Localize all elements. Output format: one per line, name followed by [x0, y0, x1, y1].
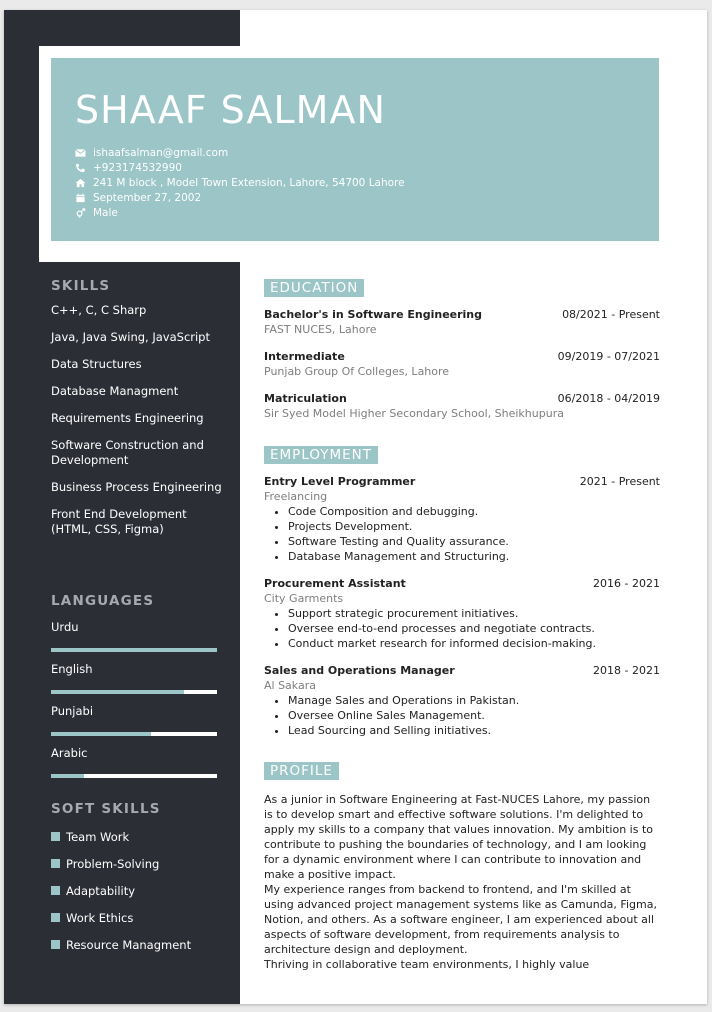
square-bullet-icon — [51, 859, 60, 868]
soft-skills-list — [51, 823, 191, 958]
language-name: Urdu — [51, 620, 79, 634]
school-name: Punjab Group Of Colleges, Lahore — [264, 365, 450, 378]
skill-item: Business Process Engineering — [51, 480, 222, 494]
education-item — [264, 349, 660, 379]
resume-page — [4, 10, 707, 1004]
job-dates: 2021 - Present — [579, 475, 660, 488]
duty-item: • Database Management and Structuring. — [288, 549, 660, 564]
duty-item: • Lead Sourcing and Selling initiatives. — [288, 723, 660, 738]
education-item — [264, 307, 660, 337]
job-item — [264, 663, 660, 738]
profile-paragraph: Thriving in collaborative team environments, I highly value — [264, 958, 590, 971]
square-bullet-icon — [51, 832, 60, 841]
language-item — [51, 746, 154, 788]
education-dates: 09/2019 - 07/2021 — [557, 350, 660, 363]
skill-item: Requirements Engineering — [51, 411, 204, 425]
job-item — [264, 474, 660, 564]
company-name: Freelancing — [264, 490, 328, 503]
job-duties — [264, 693, 660, 738]
languages-section — [51, 593, 154, 788]
skill-item: Front End Development (HTML, CSS, Figma) — [51, 507, 187, 536]
education-dates: 06/2018 - 04/2019 — [557, 392, 660, 405]
skill-item: Software Construction and Development — [51, 438, 204, 467]
profile-section — [264, 760, 660, 972]
language-level-fill — [51, 732, 151, 736]
calendar-icon — [75, 193, 87, 203]
employment-title: EMPLOYMENT — [264, 446, 378, 464]
contact-address: 241 M block , Model Town Extension, Lahore, 54700 Lahore — [75, 175, 405, 190]
soft-skill-item: Resource Managment — [51, 931, 191, 958]
envelope-icon — [75, 148, 87, 158]
degree-title: Matriculation — [264, 392, 347, 405]
duty-item: • Support strategic procurement initiatives. — [288, 606, 660, 621]
skill-item: C++, C, C Sharp — [51, 303, 147, 317]
contact-birthdate: September 27, 2002 — [75, 190, 405, 205]
job-duties — [264, 606, 660, 651]
language-level-fill — [51, 774, 84, 778]
square-bullet-icon — [51, 913, 60, 922]
soft-skill-item: Team Work — [51, 823, 191, 850]
job-duties — [264, 504, 660, 564]
profile-text — [264, 792, 660, 972]
school-name: Sir Syed Model Higher Secondary School, Sheikhupura — [264, 407, 564, 420]
language-level-bar — [51, 690, 217, 694]
header-frame — [39, 46, 671, 262]
language-item — [51, 662, 154, 704]
duty-item: • Conduct market research for informed decision-making. — [288, 636, 660, 651]
job-role: Entry Level Programmer — [264, 475, 416, 488]
job-role: Procurement Assistant — [264, 577, 406, 590]
contact-email: ishaafsalman@gmail.com — [75, 145, 405, 160]
language-name: Arabic — [51, 746, 88, 760]
school-name: FAST NUCES, Lahore — [264, 323, 377, 336]
job-dates: 2018 - 2021 — [593, 664, 660, 677]
languages-title: LANGUAGES — [51, 593, 155, 609]
soft-skill-item: Work Ethics — [51, 904, 191, 931]
contact-gender: Male — [75, 205, 405, 220]
company-name: Al Sakara — [264, 679, 316, 692]
skills-title: SKILLS — [51, 278, 111, 294]
skill-item: Database Managment — [51, 384, 179, 398]
degree-title: Intermediate — [264, 350, 345, 363]
job-dates: 2016 - 2021 — [593, 577, 660, 590]
language-item — [51, 704, 154, 746]
skills-list — [51, 303, 226, 537]
soft-skills-title: SOFT SKILLS — [51, 801, 161, 817]
education-dates: 08/2021 - Present — [562, 308, 660, 321]
profile-paragraph: My experience ranges from backend to frontend, and I'm skilled at using advanced project management systems like as Camunda, Figma, Notion, and others. As a software engineer, I am experienced about all aspects of software development, from requirements analysis to architecture design and deployment. — [264, 883, 657, 956]
employment-section — [264, 444, 660, 738]
skills-section — [51, 278, 226, 537]
language-level-bar — [51, 732, 217, 736]
header-panel — [51, 58, 659, 241]
education-title: EDUCATION — [264, 279, 364, 297]
gender-icon — [75, 208, 87, 218]
language-level-bar — [51, 648, 217, 652]
language-name: English — [51, 662, 93, 676]
language-level-bar — [51, 774, 217, 778]
contact-list — [75, 145, 405, 220]
phone-icon — [75, 163, 87, 173]
soft-skill-item: Problem-Solving — [51, 850, 191, 877]
language-name: Punjabi — [51, 704, 94, 718]
soft-skill-item: Adaptability — [51, 877, 191, 904]
square-bullet-icon — [51, 940, 60, 949]
contact-phone: +923174532990 — [75, 160, 405, 175]
skill-item: Data Structures — [51, 357, 142, 371]
duty-item: • Code Composition and debugging. — [288, 504, 660, 519]
duty-item: • Oversee end-to-end processes and negotiate contracts. — [288, 621, 660, 636]
company-name: City Garments — [264, 592, 344, 605]
duty-item: • Software Testing and Quality assurance. — [288, 534, 660, 549]
degree-title: Bachelor's in Software Engineering — [264, 308, 483, 321]
candidate-name: SHAAF SALMAN — [75, 88, 386, 132]
home-icon — [75, 178, 87, 188]
profile-paragraph: As a junior in Software Engineering at Fast-NUCES Lahore, my passion is to develop smart and effective software solutions. I'm delighted to apply my skills to a company that values innovation. My ambition is to contribute to pushing the boundaries of technology, and I am looking for a dynamic environment where I can contribute to innovation and make a positive impact. — [264, 793, 653, 881]
profile-title: PROFILE — [264, 762, 339, 780]
square-bullet-icon — [51, 886, 60, 895]
duty-item: • Projects Development. — [288, 519, 660, 534]
language-level-fill — [51, 690, 184, 694]
soft-skills-section — [51, 801, 191, 958]
job-item — [264, 576, 660, 651]
languages-list — [51, 620, 154, 788]
education-section — [264, 277, 660, 421]
duty-item: • Oversee Online Sales Management. — [288, 708, 660, 723]
education-item — [264, 391, 660, 421]
skill-item: Java, Java Swing, JavaScript — [51, 330, 210, 344]
language-item — [51, 620, 154, 662]
duty-item: • Manage Sales and Operations in Pakistan. — [288, 693, 660, 708]
job-role: Sales and Operations Manager — [264, 664, 455, 677]
language-level-fill — [51, 648, 217, 652]
